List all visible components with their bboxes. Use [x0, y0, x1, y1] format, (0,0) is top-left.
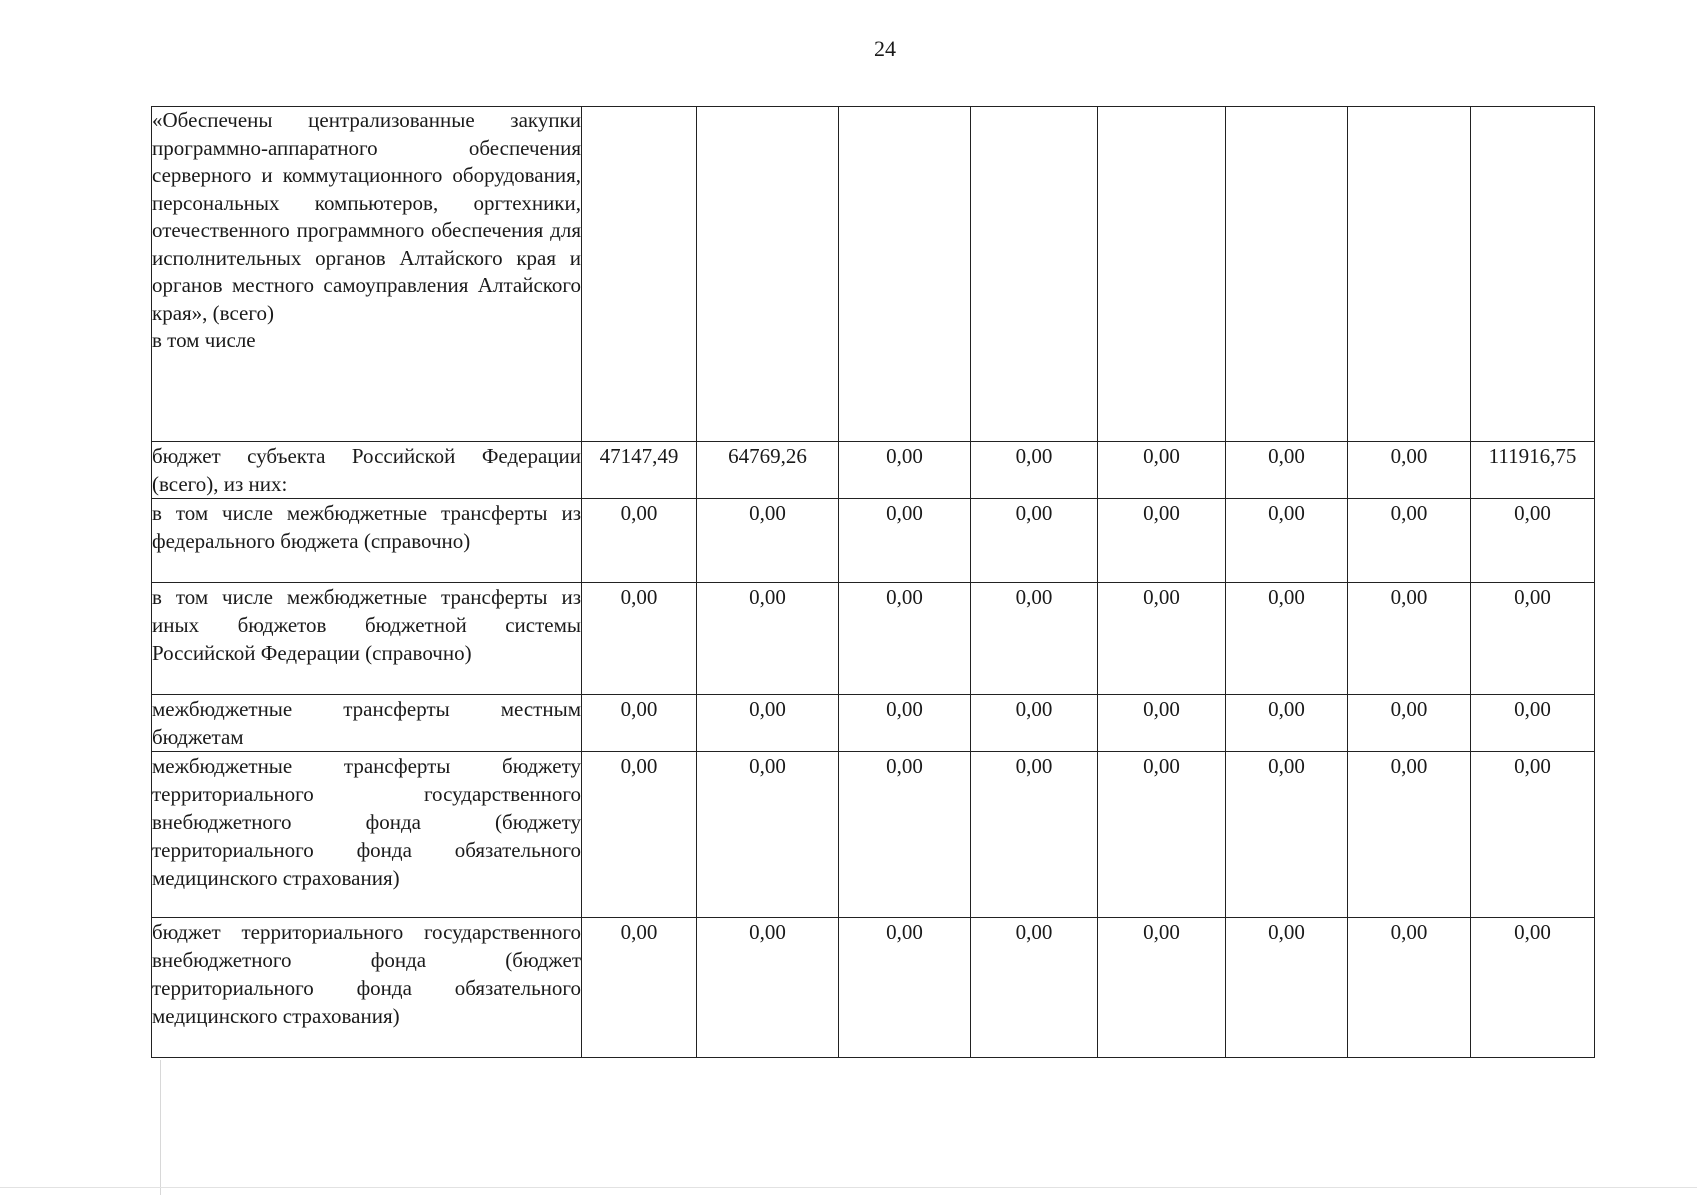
value-cell: 64769,26: [697, 442, 839, 499]
value-cell: 47147,49: [582, 442, 697, 499]
value-cell: [971, 107, 1098, 442]
value-cell: 0,00: [1471, 695, 1595, 752]
value-cell: 0,00: [1348, 499, 1471, 583]
value-cell: 0,00: [971, 918, 1098, 1058]
value-cell: 0,00: [1348, 918, 1471, 1058]
value-cell: 0,00: [839, 752, 971, 918]
value-cell: 0,00: [697, 499, 839, 583]
value-cell: 0,00: [582, 695, 697, 752]
value-cell: 0,00: [839, 918, 971, 1058]
value-cell: 0,00: [971, 442, 1098, 499]
value-cell: 0,00: [1098, 499, 1226, 583]
value-cell: 0,00: [971, 752, 1098, 918]
value-cell: 0,00: [1226, 442, 1348, 499]
value-cell: 0,00: [1471, 499, 1595, 583]
value-cell: 0,00: [1348, 752, 1471, 918]
value-cell: [1226, 107, 1348, 442]
value-cell: [1471, 107, 1595, 442]
value-cell: [697, 107, 839, 442]
value-cell: 0,00: [1098, 695, 1226, 752]
value-cell: 111916,75: [1471, 442, 1595, 499]
value-cell: 0,00: [1226, 583, 1348, 695]
value-cell: 0,00: [971, 695, 1098, 752]
value-cell: 0,00: [582, 918, 697, 1058]
table-row: [152, 695, 1595, 752]
row-label: бюджет субъекта Российской Федерации (всего), из них:: [152, 442, 582, 499]
value-cell: 0,00: [1471, 752, 1595, 918]
value-cell: 0,00: [1348, 442, 1471, 499]
value-cell: [839, 107, 971, 442]
value-cell: 0,00: [1226, 752, 1348, 918]
value-cell: 0,00: [582, 752, 697, 918]
value-cell: 0,00: [971, 583, 1098, 695]
value-cell: 0,00: [839, 695, 971, 752]
value-cell: 0,00: [1471, 583, 1595, 695]
table-row: [152, 752, 1595, 918]
value-cell: 0,00: [582, 583, 697, 695]
value-cell: 0,00: [1098, 918, 1226, 1058]
table-row: [152, 442, 1595, 499]
value-cell: 0,00: [971, 499, 1098, 583]
value-cell: 0,00: [839, 583, 971, 695]
value-cell: 0,00: [697, 918, 839, 1058]
table-row: [152, 583, 1595, 695]
row-label: [152, 107, 582, 442]
value-cell: 0,00: [1098, 752, 1226, 918]
row-label: межбюджетные трансферты местным бюджетам: [152, 695, 582, 752]
scan-artifact-line: [0, 1187, 1697, 1188]
value-cell: 0,00: [839, 442, 971, 499]
value-cell: 0,00: [697, 583, 839, 695]
value-cell: 0,00: [1226, 499, 1348, 583]
value-cell: 0,00: [839, 499, 971, 583]
row-label-text: «Обеспечены централизованные закупки программно-аппаратного обеспечения серверного и коммутационного оборудования, персональных компьютеров, оргтехники, отечественного программного обеспечения для исполнительных органов Алтайского края и органов местного самоуправления Алтайского края», (всего) в том числе: [152, 108, 581, 352]
value-cell: 0,00: [697, 752, 839, 918]
value-cell: 0,00: [582, 499, 697, 583]
row-label: межбюджетные трансферты бюджету территориального государственного внебюджетного фонда (бюджету территориального фонда обязательного медицинского страхования): [152, 752, 582, 918]
table-row: [152, 107, 1595, 442]
value-cell: [1098, 107, 1226, 442]
value-cell: 0,00: [1098, 583, 1226, 695]
value-cell: [1348, 107, 1471, 442]
table-row: [152, 918, 1595, 1058]
value-cell: 0,00: [1226, 695, 1348, 752]
value-cell: [582, 107, 697, 442]
value-cell: 0,00: [1348, 695, 1471, 752]
row-label: бюджет территориального государственного внебюджетного фонда (бюджет территориального фонда обязательного медицинского страхования): [152, 918, 582, 1058]
value-cell: 0,00: [1098, 442, 1226, 499]
scan-artifact-line: [160, 1060, 161, 1195]
row-label: в том числе межбюджетные трансферты из иных бюджетов бюджетной системы Российской Федерации (справочно): [152, 583, 582, 695]
budget-table: [151, 106, 1595, 1058]
value-cell: 0,00: [697, 695, 839, 752]
row-label: в том числе межбюджетные трансферты из федерального бюджета (справочно): [152, 499, 582, 583]
value-cell: 0,00: [1348, 583, 1471, 695]
table-row: [152, 499, 1595, 583]
value-cell: 0,00: [1226, 918, 1348, 1058]
page-number: 24: [874, 36, 896, 61]
value-cell: 0,00: [1471, 918, 1595, 1058]
